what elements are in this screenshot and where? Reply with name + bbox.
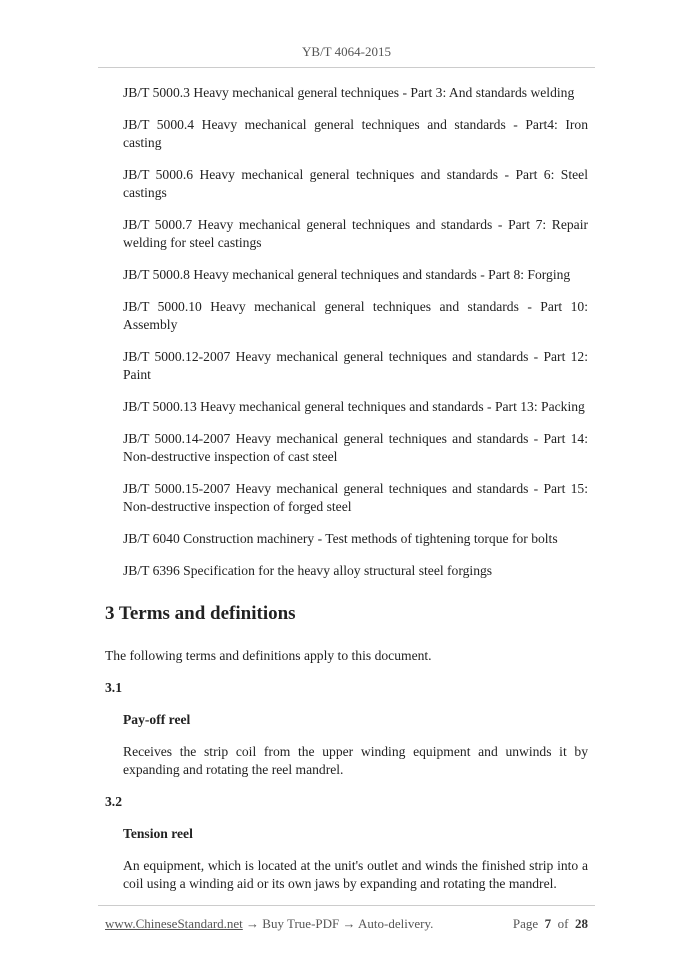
footer-divider	[98, 905, 595, 906]
header-divider	[98, 67, 595, 68]
page-header: YB/T 4064-2015	[302, 44, 391, 59]
term-definition: An equipment, which is located at the unit's outlet and winds the finished strip into a coil using a winding aid or its own jaws by expanding and rotating the mandrel.	[123, 858, 588, 891]
term-title: Tension reel	[123, 826, 193, 841]
page-number: Page 7 of 28	[512, 916, 588, 931]
reference-item: JB/T 5000.14-2007 Heavy mechanical general techniques and standards - Part 14: Non-destructive inspection of cast steel	[123, 431, 588, 464]
section-heading: 3 Terms and definitions	[105, 603, 296, 624]
reference-item: JB/T 5000.3 Heavy mechanical general techniques - Part 3: And standards welding	[123, 85, 575, 100]
term-definition: Receives the strip coil from the upper winding equipment and unwinds it by expanding and rotating the reel mandrel.	[123, 744, 588, 777]
reference-item: JB/T 6040 Construction machinery - Test methods of tightening torque for bolts	[123, 531, 558, 546]
reference-item: JB/T 5000.8 Heavy mechanical general techniques and standards - Part 8: Forging	[123, 267, 571, 282]
reference-item: JB/T 5000.10 Heavy mechanical general techniques and standards - Part 10: Assembly	[123, 299, 588, 332]
reference-item: JB/T 5000.12-2007 Heavy mechanical general techniques and standards - Part 12: Paint	[123, 349, 588, 382]
normative-references-list	[123, 84, 588, 594]
reference-item: JB/T 5000.6 Heavy mechanical general techniques and standards - Part 6: Steel castings	[123, 167, 588, 200]
arrow-icon: →	[342, 916, 356, 931]
reference-item: JB/T 5000.7 Heavy mechanical general techniques and standards - Part 7: Repair welding for steel castings	[123, 217, 588, 250]
buy-text: Buy True-PDF	[262, 916, 340, 931]
delivery-text: Auto-delivery.	[358, 916, 434, 931]
term-number: 3.1	[105, 680, 122, 695]
reference-item: JB/T 5000.15-2007 Heavy mechanical general techniques and standards - Part 15: Non-destructive inspection of forged steel	[123, 481, 588, 514]
reference-item: JB/T 5000.4 Heavy mechanical general techniques and standards - Part4: Iron casting	[123, 117, 588, 150]
website-link[interactable]: www.ChineseStandard.net	[105, 916, 243, 931]
reference-item: JB/T 6396 Specification for the heavy alloy structural steel forgings	[123, 563, 493, 578]
section-intro: The following terms and definitions apply to this document.	[105, 648, 432, 663]
page-footer	[105, 916, 588, 932]
arrow-icon: →	[246, 916, 260, 931]
reference-item: JB/T 5000.13 Heavy mechanical general techniques and standards - Part 13: Packing	[123, 399, 585, 414]
term-number: 3.2	[105, 794, 122, 809]
term-title: Pay-off reel	[123, 712, 191, 727]
